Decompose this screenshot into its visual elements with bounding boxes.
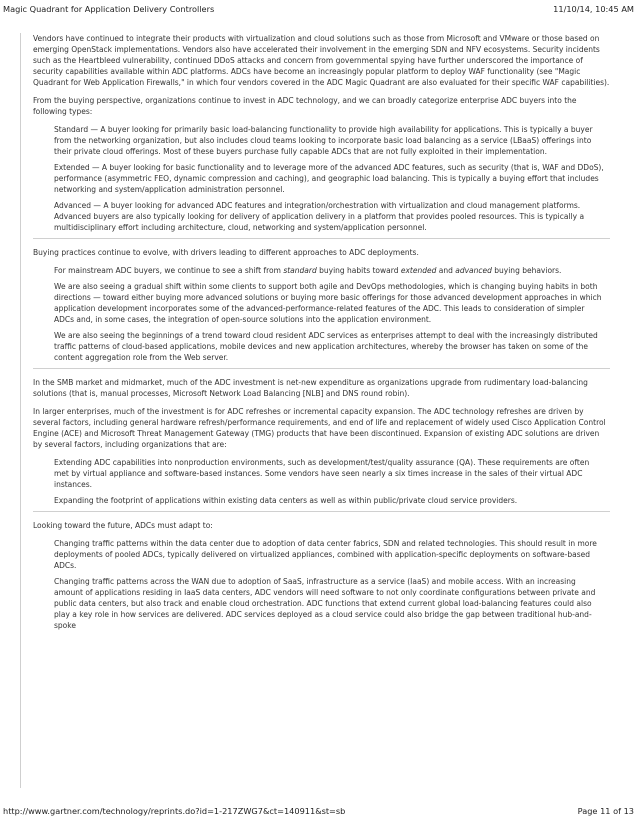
future-datacenter-traffic: Changing traffic patterns within the data center due to adoption of data center fabrics, SDN and related technologies. This should result in more deployments of pooled ADCs, typically delivered on virtualized appliances, combined with application-specific deployments on software-based ADCs. — [54, 539, 597, 570]
future-list — [54, 538, 606, 631]
practice-agile-devops: We are also seeing a gradual shift within some clients to support both agile and DevOps methodologies, which is changing buying habits in both directions — toward either buying more advanced solutions or buying more basic offerings for those advanced development approaches in which application development incorporates some of the advanced-performance-related features of the ADC. This leads to consideration of simpler ADCs and, in some cases, the integration of open-source solutions into the application environment. — [54, 282, 602, 324]
print-datetime: 11/10/14, 10:45 AM — [553, 4, 634, 14]
divider — [33, 511, 610, 512]
practice-cloud-resident: We are also seeing the beginnings of a trend toward cloud resident ADC services as enterprises attempt to deal with the increasingly distributed traffic patterns of cloud-based applications, mobile devices and new application architectures, whereby the browser has taken on some of the content aggregation role from the Web server. — [54, 331, 598, 362]
future-wan-traffic: Changing traffic patterns across the WAN due to adoption of SaaS, infrastructure as a service (IaaS) and mobile access. With an increasing amount of applications residing in IaaS data centers, ADC vendors will need software to not only coordinate configurations between private and public data centers, but also track and enable cloud orchestration. ADC functions that extend current global load-balancing features could also play a key role in how services are delivered. ADC services deployed as a cloud service could also bridge the gap between traditional hub-and-spoke — [54, 577, 596, 630]
source-url[interactable]: http://www.gartner.com/technology/reprints.do?id=1-217ZWG7&ct=140911&st=sb — [3, 806, 346, 816]
buyer-types-list — [54, 124, 606, 233]
buyer-type-extended: Extended — A buyer looking for basic functionality and to leverage more of the advanced ADC features, such as security (that is, WAF and DDoS), performance (asymmetric FEO, dynamic compression and caching), and geographic load balancing. This is typically a buying effort that includes networking and system/application administration personnel. — [54, 163, 604, 194]
page-number: Page 11 of 13 — [577, 806, 634, 816]
report-text — [33, 33, 610, 636]
page-footer — [0, 806, 638, 820]
expansion-list — [54, 457, 606, 506]
paragraph-buying-perspective: From the buying perspective, organizations continue to invest in ADC technology, and we can broadly categorize enterprise ADC buyers into the following types: — [33, 96, 577, 116]
paragraph-smb-market: In the SMB market and midmarket, much of the ADC investment is net-new expenditure as organizations upgrade from rudimentary load-balancing solutions (that is, manual processes, Microsoft Network Load Balancing [NLB] and DNS round robin). — [33, 378, 588, 398]
paragraph-vendors: Vendors have continued to integrate their products with virtualization and cloud solutions such as those from Microsoft and VMware or those based on emerging OpenStack implementations. Vendors also have accelerated their involvement in the emerging SDN and NFV ecosystems. Security incidents such as the Heartbleed vulnerability, continued DDoS attacks and concern from governmental spying have further underscored the importance of security capabilities available within ADC platforms. ADCs have become an increasingly popular platform to deploy WAF functionality (see "Magic Quadrant for Web Application Firewalls," in which four vendors covered in the ADC Magic Quadrant are also evaluated for their specific WAF capabilities). — [33, 34, 610, 87]
divider — [33, 238, 610, 239]
expansion-nonproduction: Extending ADC capabilities into nonproduction environments, such as development/test/quality assurance (QA). These requirements are often met by virtual appliance and software-based instances. Some vendors have seen nearly a six times increase in the sales of their virtual ADC instances. — [54, 458, 590, 489]
paragraph-future: Looking toward the future, ADCs must adapt to: — [33, 521, 213, 530]
report-body — [20, 33, 618, 788]
buying-practices-list — [54, 265, 606, 363]
buyer-type-standard: Standard — A buyer looking for primarily basic load-balancing functionality to provide high availability for applications. This is typically a buyer from the networking organization, but also includes cloud teams looking to incorporate basic load balancing as a service (LBaaS) offerings into their private cloud offerings. Most of these buyers purchase fully capable ADCs that are not fully exploited in their implementation. — [54, 125, 593, 156]
practice-mainstream: For mainstream ADC buyers, we continue to see a shift from standard buying habits toward extended and advanced buying behaviors. — [54, 266, 562, 275]
buyer-type-advanced: Advanced — A buyer looking for advanced ADC features and integration/orchestration with virtualization and cloud management platforms. Advanced buyers are also typically looking for delivery of application delivery in a platform that provides pooled resources. This is typically a multidisciplinary effort including architecture, cloud, networking and system/application personnel. — [54, 201, 585, 232]
page-header — [0, 4, 638, 18]
left-border — [20, 33, 21, 788]
divider — [33, 368, 610, 369]
paragraph-larger-enterprises: In larger enterprises, much of the investment is for ADC refreshes or incremental capacity expansion. The ADC technology refreshes are driven by several factors, including general hardware refresh/performance requirements, and end of life and replacement of widely used Cisco Application Control Engine (ACE) and Microsoft Threat Management Gateway (TMG) products that have been discontinued. Expansion of existing ADC solutions are driven by several factors, including organizations that are: — [33, 407, 606, 449]
paragraph-buying-practices: Buying practices continue to evolve, with drivers leading to different approaches to ADC deployments. — [33, 248, 419, 257]
document-title: Magic Quadrant for Application Delivery Controllers — [3, 4, 215, 14]
expansion-footprint: Expanding the footprint of applications within existing data centers as well as within public/private cloud service providers. — [54, 496, 518, 505]
